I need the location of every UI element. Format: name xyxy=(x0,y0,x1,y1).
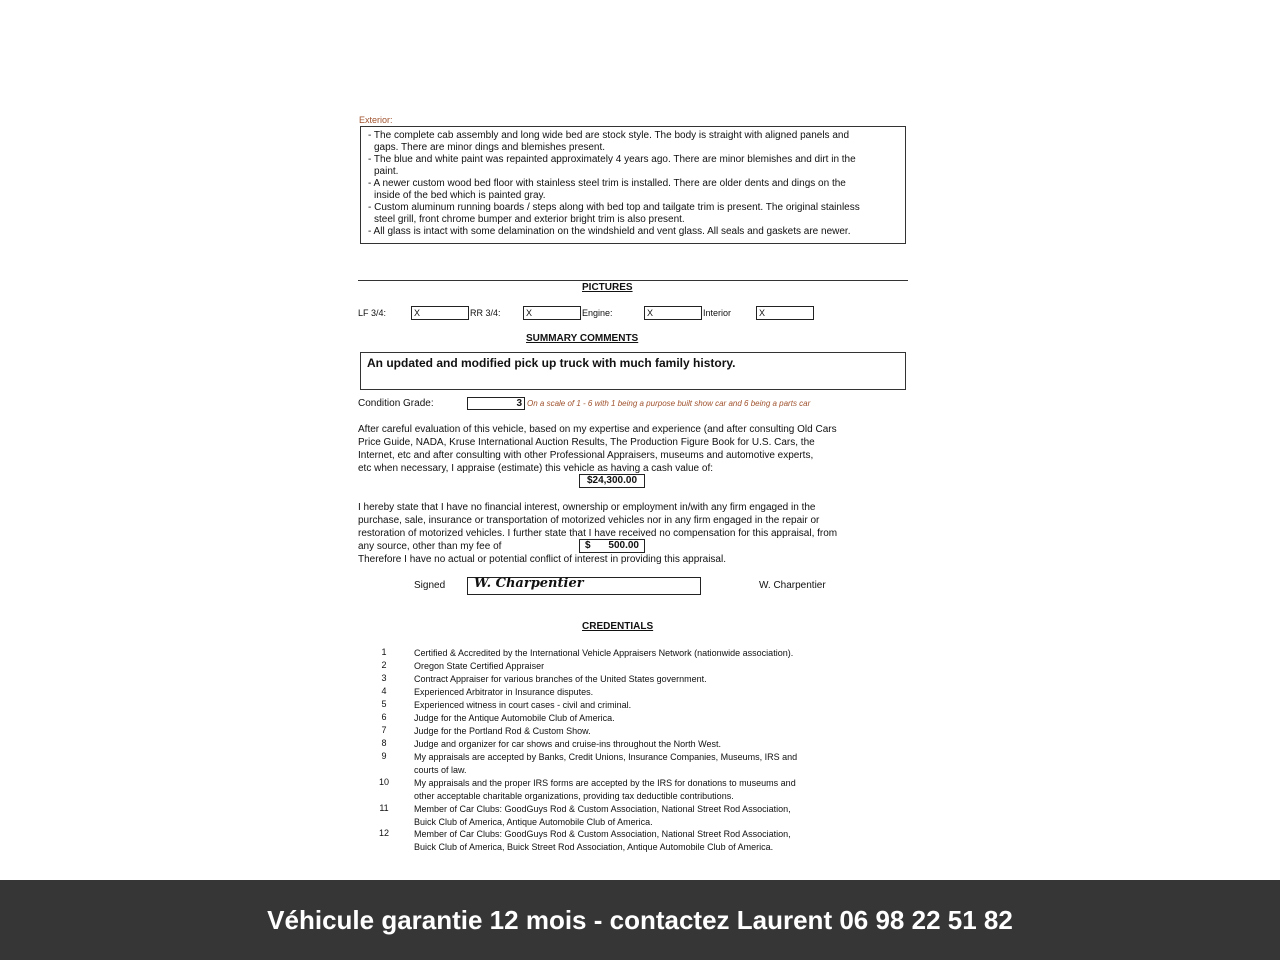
section-divider xyxy=(358,280,908,281)
exterior-line: - The blue and white paint was repainted approximately 4 years ago. There are minor blemishes and dirt in the xyxy=(368,154,856,165)
exterior-line: - A newer custom wood bed floor with stainless steel trim is installed. There are older dents and dings on the xyxy=(368,178,846,189)
footer-banner xyxy=(0,880,1280,960)
picture-label-lf: LF 3/4: xyxy=(358,308,387,318)
credential-number: 7 xyxy=(381,725,387,735)
credential-text: courts of law. xyxy=(414,765,467,775)
credential-text: Buick Club of America, Antique Automobile Club of America. xyxy=(414,817,653,827)
exterior-line: gaps. There are minor dings and blemishes present. xyxy=(374,142,606,153)
picture-checkbox-engine: X xyxy=(644,306,702,320)
valuation-line: Internet, etc and after consulting with other Professional Appraisers, museums and automotive experts, xyxy=(358,450,814,461)
cash-value-box: $24,300.00 xyxy=(579,474,645,488)
credentials-heading: CREDENTIALS xyxy=(582,621,654,632)
statement-line: restoration of motorized vehicles. I further state that I have received no compensation for this appraisal, from xyxy=(358,528,838,539)
valuation-paragraph xyxy=(358,423,837,475)
picture-label-interior: Interior xyxy=(703,308,732,318)
condition-grade-note: On a scale of 1 - 6 with 1 being a purpose built show car and 6 being a parts car xyxy=(527,399,811,408)
credential-text: Contract Appraiser for various branches of the United States government. xyxy=(414,674,707,684)
credential-text: My appraisals are accepted by Banks, Credit Unions, Insurance Companies, Museums, IRS and xyxy=(414,752,798,762)
credential-text: Experienced Arbitrator in Insurance disputes. xyxy=(414,687,594,697)
fee-currency: $ xyxy=(585,540,591,551)
credential-text: Judge for the Antique Automobile Club of America. xyxy=(414,713,615,723)
credential-number: 2 xyxy=(381,660,387,670)
exterior-description-box xyxy=(360,126,906,244)
signature: W. Charpentier xyxy=(474,576,584,591)
valuation-line: Price Guide, NADA, Kruse International Auction Results, The Production Figure Book for U.S. Cars, the xyxy=(358,437,815,448)
statement-line: any source, other than my fee of xyxy=(358,541,502,552)
credential-text: Member of Car Clubs: GoodGuys Rod & Custom Association, National Street Rod Association, xyxy=(414,804,791,814)
credential-number: 12 xyxy=(378,828,389,838)
fee-amount: 500.00 xyxy=(608,540,639,551)
statement-paragraph xyxy=(358,501,837,566)
credential-text: Judge for the Portland Rod & Custom Show. xyxy=(414,726,591,736)
picture-label-engine: Engine: xyxy=(582,308,613,318)
statement-line: I hereby state that I have no financial interest, ownership or employment in/with any firm engaged in the xyxy=(358,502,816,513)
printed-name: W. Charpentier xyxy=(759,580,826,591)
exterior-label: Exterior: xyxy=(359,115,393,125)
credential-text: Buick Club of America, Buick Street Rod Association, Antique Automobile Club of America. xyxy=(414,842,774,852)
valuation-line: etc when necessary, I appraise (estimate) this vehicle as having a cash value of: xyxy=(358,463,713,474)
credential-number: 6 xyxy=(381,712,387,722)
statement-line: purchase, sale, insurance or transportation of motorized vehicles nor in any firm engaged in the repair or xyxy=(358,515,820,526)
credential-number: 9 xyxy=(381,751,387,761)
picture-checkbox-lf: X xyxy=(411,306,469,320)
picture-checkbox-rr: X xyxy=(523,306,581,320)
credential-number: 3 xyxy=(381,673,387,683)
exterior-line: - The complete cab assembly and long wide bed are stock style. The body is straight with aligned panels and xyxy=(368,130,850,141)
picture-checkbox-interior: X xyxy=(756,306,814,320)
credential-number: 1 xyxy=(381,647,387,657)
exterior-line: paint. xyxy=(374,166,399,177)
exterior-line: - All glass is intact with some delamination on the windshield and vent glass. All seals and gaskets are newer. xyxy=(368,226,851,237)
summary-heading: SUMMARY COMMENTS xyxy=(526,333,639,344)
pictures-heading: PICTURES xyxy=(582,282,633,293)
footer-text: Véhicule garantie 12 mois - contactez Laurent 06 98 22 51 82 xyxy=(267,904,1013,935)
statement-line: Therefore I have no actual or potential conflict of interest in providing this appraisal. xyxy=(358,554,726,565)
credential-text: Judge and organizer for car shows and cruise-ins throughout the North West. xyxy=(414,739,721,749)
credential-number: 5 xyxy=(381,699,387,709)
valuation-line: After careful evaluation of this vehicle, based on my expertise and experience (and after consulting Old Cars xyxy=(358,424,837,435)
summary-comment-box: An updated and modified pick up truck with much family history. xyxy=(360,352,906,390)
condition-grade-value: 3 xyxy=(467,397,525,410)
exterior-line: - Custom aluminum running boards / steps along with bed top and tailgate trim is present. The original stainless xyxy=(368,202,860,213)
exterior-line: inside of the bed which is painted gray. xyxy=(374,190,546,201)
credential-number: 10 xyxy=(378,777,389,787)
picture-label-rr: RR 3/4: xyxy=(470,308,501,318)
credential-number: 11 xyxy=(379,803,389,813)
fee-box xyxy=(579,539,645,553)
credential-text: Experienced witness in court cases - civil and criminal. xyxy=(414,700,632,710)
credential-text: My appraisals and the proper IRS forms are accepted by the IRS for donations to museums and xyxy=(414,778,796,788)
credential-text: Oregon State Certified Appraiser xyxy=(414,661,545,671)
signed-label: Signed xyxy=(414,580,446,591)
credential-number: 4 xyxy=(381,686,387,696)
credential-text: Certified & Accredited by the International Vehicle Appraisers Network (nationwide association). xyxy=(414,648,794,658)
credential-text: Member of Car Clubs: GoodGuys Rod & Custom Association, National Street Rod Association, xyxy=(414,829,791,839)
condition-grade-label: Condition Grade: xyxy=(358,398,434,409)
exterior-line: steel grill, front chrome bumper and exterior bright trim is also present. xyxy=(374,214,685,225)
credential-text: other acceptable charitable organizations, providing tax deductible contributions. xyxy=(414,791,734,801)
credential-number: 8 xyxy=(381,738,387,748)
